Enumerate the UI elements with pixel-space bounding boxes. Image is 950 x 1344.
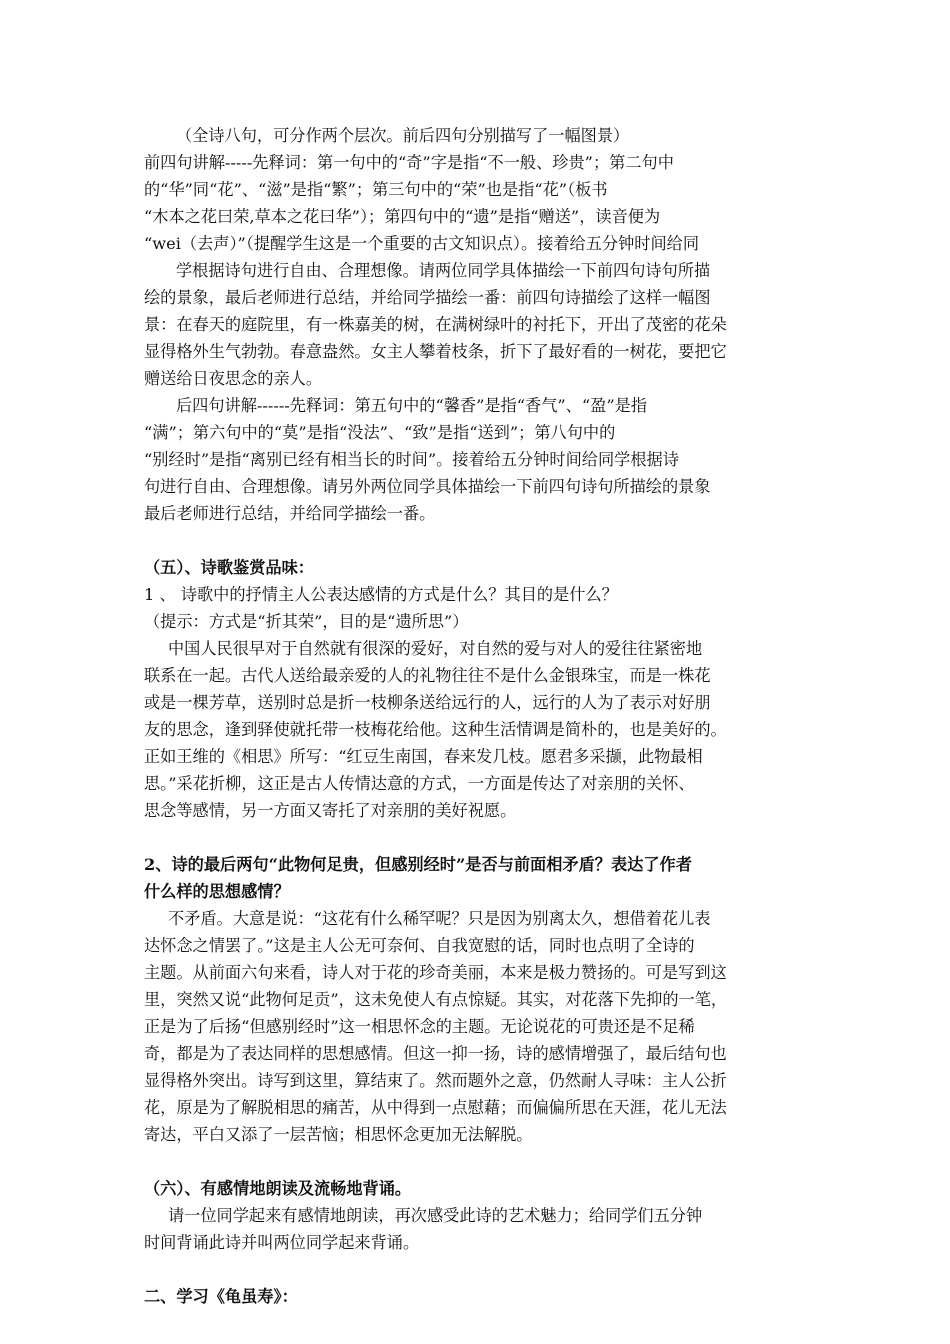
paragraph-line: 赠送给日夜思念的亲人。 (144, 369, 323, 388)
poem-structure-intro: （全诗八句，可分作两个层次。前后四句分别描写了一幅图景） (176, 126, 630, 145)
paragraph-line: 学根据诗句进行自由、合理想像。请两位同学具体描绘一下前四句诗句所描 (176, 261, 711, 280)
paragraph-line: 中国人民很早对于自然就有很深的爱好，对自然的爱与对人的爱往往紧密地 (168, 639, 703, 658)
paragraph-line: 最后老师进行总结，并给同学描绘一番。 (144, 504, 436, 523)
paragraph-line: 思。”采花折柳，这正是古人传情达意的方式，一方面是传达了对亲朋的关怀、 (144, 774, 695, 793)
first-half-explanation (144, 149, 808, 392)
section-six-body (144, 1202, 808, 1256)
question-2-answer (144, 905, 808, 1148)
paragraph-line: 奇，都是为了表达同样的思想感情。但这一抑一扬，诗的感情增强了，最后结句也 (144, 1044, 727, 1063)
paragraph-line: 绘的景象，最后老师进行总结，并给同学描绘一番：前四句诗描绘了这样一幅图 (144, 288, 711, 307)
paragraph-line: 显得格外生气勃勃。春意盎然。女主人攀着枝条，折下了最好看的一树花，要把它 (144, 342, 727, 361)
spacer (144, 527, 808, 554)
paragraph-line: 前四句讲解-----先释词：第一句中的“奇”字是指“不一般、珍贵”；第二句中 (144, 153, 674, 172)
paragraph-line: 显得格外突出。诗写到这里，算结束了。然而题外之意，仍然耐人寻味：主人公折 (144, 1071, 727, 1090)
paragraph-line: 不矛盾。大意是说：“这花有什么稀罕呢？只是因为别离太久，想借着花儿表 (168, 909, 711, 928)
paragraph-line: 后四句讲解------先释词：第五句中的“馨香”是指“香气”、“盈”是指 (176, 396, 647, 415)
paragraph-line: 请一位同学起来有感情地朗读，再次感受此诗的艺术魅力；给同学们五分钟 (168, 1206, 703, 1225)
section-six-heading: （六）、有感情地朗读及流畅地背诵。 (144, 1179, 412, 1198)
paragraph-line: 联系在一起。古代人送给最亲爱的人的礼物往往不是什么金银珠宝，而是一株花 (144, 666, 711, 685)
paragraph-line: 思念等感情，另一方面又寄托了对亲朋的美好祝愿。 (144, 801, 517, 820)
paragraph-line: 花，原是为了解脱相思的痛苦，从中得到一点慰藉；而偏偏所思在天涯，花儿无法 (144, 1098, 727, 1117)
paragraph-line: 的“华”同“花”、“滋”是指“繁”；第三句中的“荣”也是指“花”（板书 (144, 180, 608, 199)
paragraph-line: 主题。从前面六句来看，诗人对于花的珍奇美丽，本来是极力赞扬的。可是写到这 (144, 963, 727, 982)
paragraph-line: 句进行自由、合理想像。请另外两位同学具体描绘一下前四句诗句所描绘的景象 (144, 477, 711, 496)
section-five-heading: （五）、诗歌鉴赏品味： (144, 558, 314, 577)
paragraph-line: 寄达，平白又添了一层苦恼；相思怀念更加无法解脱。 (144, 1125, 533, 1144)
paragraph-line: 友的思念，逢到驿使就托带一枝梅花给他。这种生活情调是简朴的，也是美好的。 (144, 720, 727, 739)
spacer (144, 1148, 808, 1175)
paragraph-line: “别经时”是指“离别已经有相当长的时间”。接着给五分钟时间给同学根据诗 (144, 450, 679, 469)
question-2 (144, 851, 808, 905)
paragraph-line: “木本之花曰荣,草本之花曰华”）；第四句中的“遗”是指“赠送”，读音便为 (144, 207, 661, 226)
second-half-explanation (144, 392, 808, 527)
document-page (144, 122, 808, 1310)
question-1-hint: （提示：方式是“折其荣”，目的是“遗所思”） (144, 612, 469, 631)
spacer (144, 1256, 808, 1283)
paragraph-line: 景：在春天的庭院里，有一株嘉美的树，在满树绿叶的衬托下，开出了茂密的花朵 (144, 315, 727, 334)
question-1: 1 、 诗歌中的抒情主人公表达感情的方式是什么？其目的是什么？ (144, 585, 618, 604)
paragraph-line: 时间背诵此诗并叫两位同学起来背诵。 (144, 1233, 420, 1252)
section-two-heading: 二、学习《龟虽寿》： (144, 1287, 298, 1306)
paragraph-line: 里，突然又说“此物何足贡”，这未免使人有点惊疑。其实，对花落下先抑的一笔， (144, 990, 728, 1009)
paragraph-line: 正是为了后扬“但感别经时”这一相思怀念的主题。无论说花的可贵还是不足稀 (144, 1017, 695, 1036)
paragraph-line: 正如王维的《相思》所写：“红豆生南国，春来发几枝。愿君多采撷，此物最相 (144, 747, 703, 766)
question-2-line: 2、诗的最后两句“此物何足贵，但感别经时”是否与前面相矛盾？表达了作者 (144, 855, 692, 874)
paragraph-line: “满”；第六句中的“莫”是指“没法”、“致”是指“送到”；第八句中的 (144, 423, 616, 442)
paragraph-line: 达怀念之情罢了。”这是主人公无可奈何、自我宽慰的话，同时也点明了全诗的 (144, 936, 695, 955)
paragraph-line: “wei（去声）”（提醒学生这是一个重要的古文知识点）。接着给五分钟时间给同 (144, 234, 700, 253)
question-1-answer (144, 635, 808, 824)
paragraph-line: 或是一棵芳草，送别时总是折一枝柳条送给远行的人，远行的人为了表示对好朋 (144, 693, 711, 712)
question-2-line: 什么样的思想感情？ (144, 882, 290, 901)
spacer (144, 824, 808, 851)
